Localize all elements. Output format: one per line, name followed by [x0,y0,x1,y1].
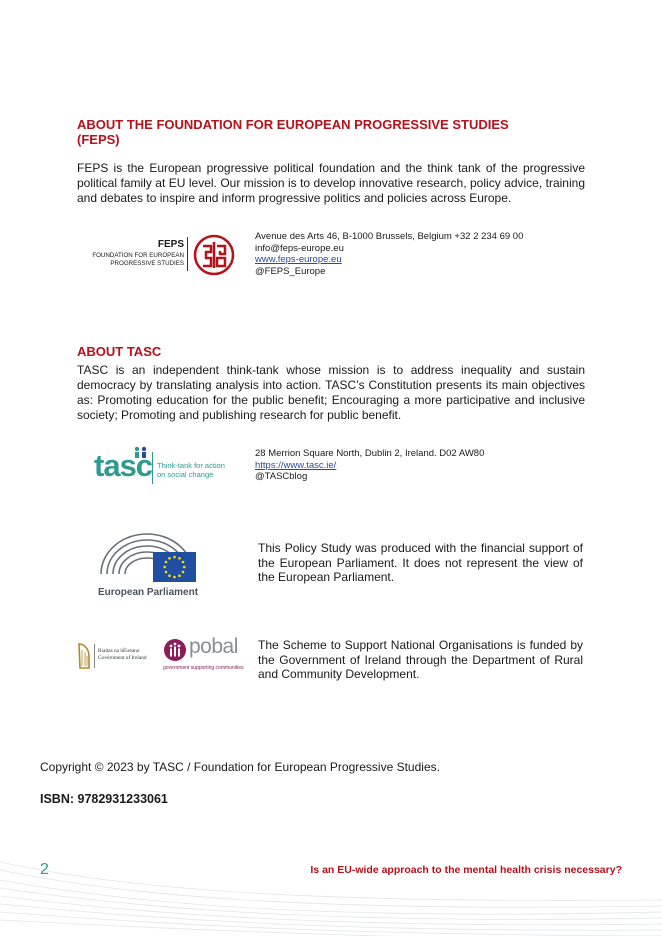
feps-heading [77,117,587,147]
feps-website-link[interactable]: www.feps-europe.eu [255,254,342,265]
government-line1: Rialtas na hÉireann [98,648,140,654]
tasc-website-link[interactable]: https://www.tasc.ie/ [255,459,337,471]
ireland-funders-logos [77,635,247,676]
european-parliament-logo [95,528,205,602]
government-of-ireland-text [98,648,147,662]
harp-icon [77,642,91,670]
feps-logo [80,233,240,277]
pobal-tagline: government supporting communities [163,665,244,671]
feps-logo-divider [187,237,188,271]
ep-statement: This Policy Study was produced with the financial support of the European Parliament. It does not represent the view of the European Parliament. [258,541,583,584]
parliament-hemicycle-icon [95,528,200,584]
tasc-tagline-line2: on social change [157,470,214,479]
tasc-tagline [157,461,225,479]
pobal-wordmark: pobal [189,635,238,658]
footer-document-title: Is an EU-wide approach to the mental health crisis necessary? [310,864,622,876]
european-parliament-label: European Parliament [98,587,199,598]
tasc-wordmark: tasc [94,448,153,483]
feps-heading-line2: (FEPS) [77,132,120,147]
ireland-statement: The Scheme to Support National Organisations is funded by the Government of Ireland through the Department of Rural and Community Development. [258,638,583,681]
tasc-heading: ABOUT TASC [77,344,162,359]
tasc-logo-divider [152,452,153,484]
feps-description: FEPS is the European progressive political foundation and the think tank of the progressive political family at EU level. Our mission is to develop innovative research, policy advice, training and debates to inspire and inform progressive politics and policies across Europe. [77,161,585,205]
feps-logo-short: FEPS [157,239,184,250]
tasc-tagline-line1: Think-tank for action [157,461,225,470]
copyright-text: Copyright © 2023 by TASC / Foundation for European Progressive Studies. [40,760,440,774]
page-number: 2 [40,861,49,878]
feps-logo-line1: FOUNDATION FOR EUROPEAN [92,252,184,259]
isbn-text: ISBN: 9782931233061 [40,792,168,806]
feps-address: Avenue des Arts 46, B-1000 Brussels, Belgium +32 2 234 69 00 [255,231,524,242]
feps-email: info@feps-europe.eu [255,242,344,254]
tasc-address: 28 Merrion Square North, Dublin 2, Ireland. D02 AW80 [255,448,485,459]
decorative-wave-lines [0,850,662,936]
feps-logo-name [92,252,184,268]
ireland-logo-divider [94,644,95,668]
tasc-contact [255,448,585,483]
feps-emblem-icon [193,234,235,276]
tasc-description: TASC is an independent think-tank whose mission is to address inequality and sustain democracy by translating analysis into action. TASC’s Constitution presents its main objectives as: Promoting education for the public benefit; Encouraging a more participative and inclusive society; Promoting and publishing research for public benefit. [77,363,585,422]
government-line2: Government of Ireland [98,655,147,661]
tasc-social: @TASCblog [255,471,308,482]
feps-contact [255,231,585,277]
tasc-logo [94,446,229,488]
pobal-emblem-icon [163,638,187,662]
feps-social: @FEPS_Europe [255,265,326,277]
feps-logo-line2: PROGRESSIVE STUDIES [110,260,184,267]
feps-heading-line1: ABOUT THE FOUNDATION FOR EUROPEAN PROGRESSIVE STUDIES [77,117,509,132]
